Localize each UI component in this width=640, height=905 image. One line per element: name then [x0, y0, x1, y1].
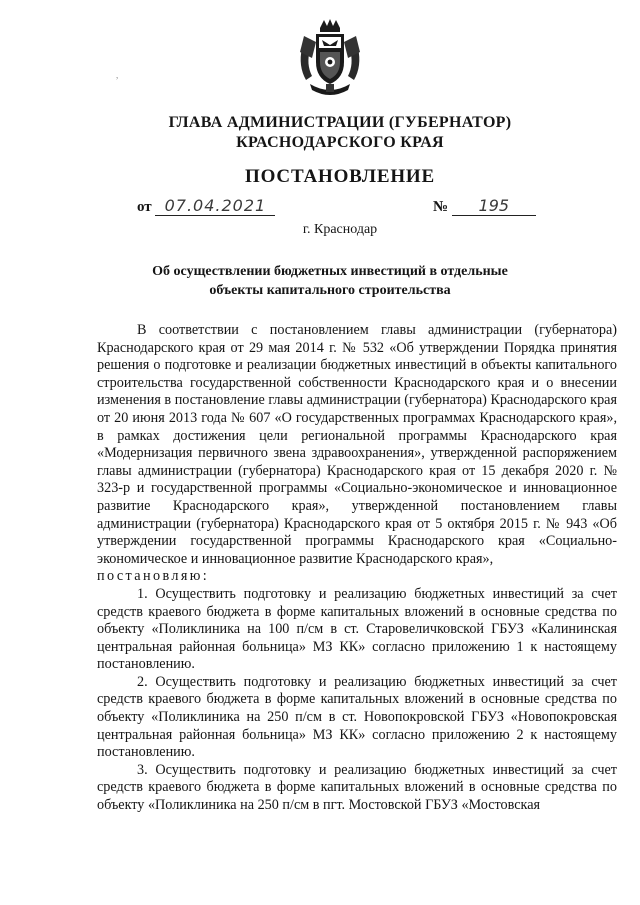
number-row [433, 196, 536, 216]
title-line2: объекты капитального строительства [209, 283, 451, 298]
decree-word: постановляю: [97, 568, 210, 585]
number-handwritten: 195 [452, 196, 536, 216]
date-row [137, 196, 275, 216]
authority-title-line2: КРАСНОДАРСКОГО КРАЯ [236, 134, 444, 151]
document-type: ПОСТАНОВЛЕНИЕ [245, 166, 435, 187]
number-prefix: № [433, 199, 449, 215]
title-line1: Об осуществлении бюджетных инвестиций в отдельные [152, 264, 508, 279]
intro-paragraph: В соответствии с постановлением главы администрации (губернатора) Краснодарского края от 29 мая 2014 г. № 532 «Об утверждении Порядка принятия решения о подготовке и реализации бюджетных инвестиций в объекты капитального строительства государственной собственности Краснодарского края и о внесении изменения в постановление главы администрации (губернатора) Краснодарского края от 20 июня 2013 года № 607 «О государственных программах Краснодарского края», в рамках достижения цели региональной программы Краснодарского края «Модернизация первичного звена здравоохранения», утвержденной распоряжением главы администрации (губернатора) Краснодарского края от 15 декабря 2020 г. № 323-р и государственной программы «Социально-экономическое и инновационное развитие Краснодарского края», утвержденной постановлением главы администрации (губернатора) Краснодарского края от 5 октября 2015 г. № 943 «Об утверждении государственной программы Краснодарского края «Социально-экономическое и инновационное развитие Краснодарского края», [97, 322, 617, 567]
item-2: 2. Осуществить подготовку и реализацию бюджетных инвестиций за счет средств краевого бюджета в форме капитальных вложений в основные средства по объекту «Поликлиника на 250 п/см в ст. Новопокровской ГБУЗ «Новопокровская центральная районная больница» МЗ КК» согласно приложению 2 к настоящему постановлению. [97, 673, 617, 761]
document-title [100, 262, 560, 300]
coat-of-arms-icon [296, 18, 364, 98]
item-1: 1. Осуществить подготовку и реализацию бюджетных инвестиций за счет средств краевого бюджета в форме капитальных вложений в основные средства по объекту «Поликлиника на 100 п/см в ст. Старовеличковской ГБУЗ «Калининская центральная районная больница» МЗ КК» согласно приложению 1 к настоящему постановлению. [97, 585, 617, 673]
margin-mark: , [116, 70, 119, 80]
document-body [97, 322, 617, 815]
date-handwritten: 07.04.2021 [155, 196, 275, 216]
authority-title-line1: ГЛАВА АДМИНИСТРАЦИИ (ГУБЕРНАТОР) [168, 114, 512, 131]
item-3: 3. Осуществить подготовку и реализацию бюджетных инвестиций за счет средств краевого бюджета в форме капитальных вложений в основные средства по объекту «Поликлиника на 250 п/см в пгт. Мостовской ГБУЗ «Мостовская [97, 761, 617, 814]
date-prefix: от [137, 199, 152, 215]
city: г. Краснодар [302, 222, 378, 237]
